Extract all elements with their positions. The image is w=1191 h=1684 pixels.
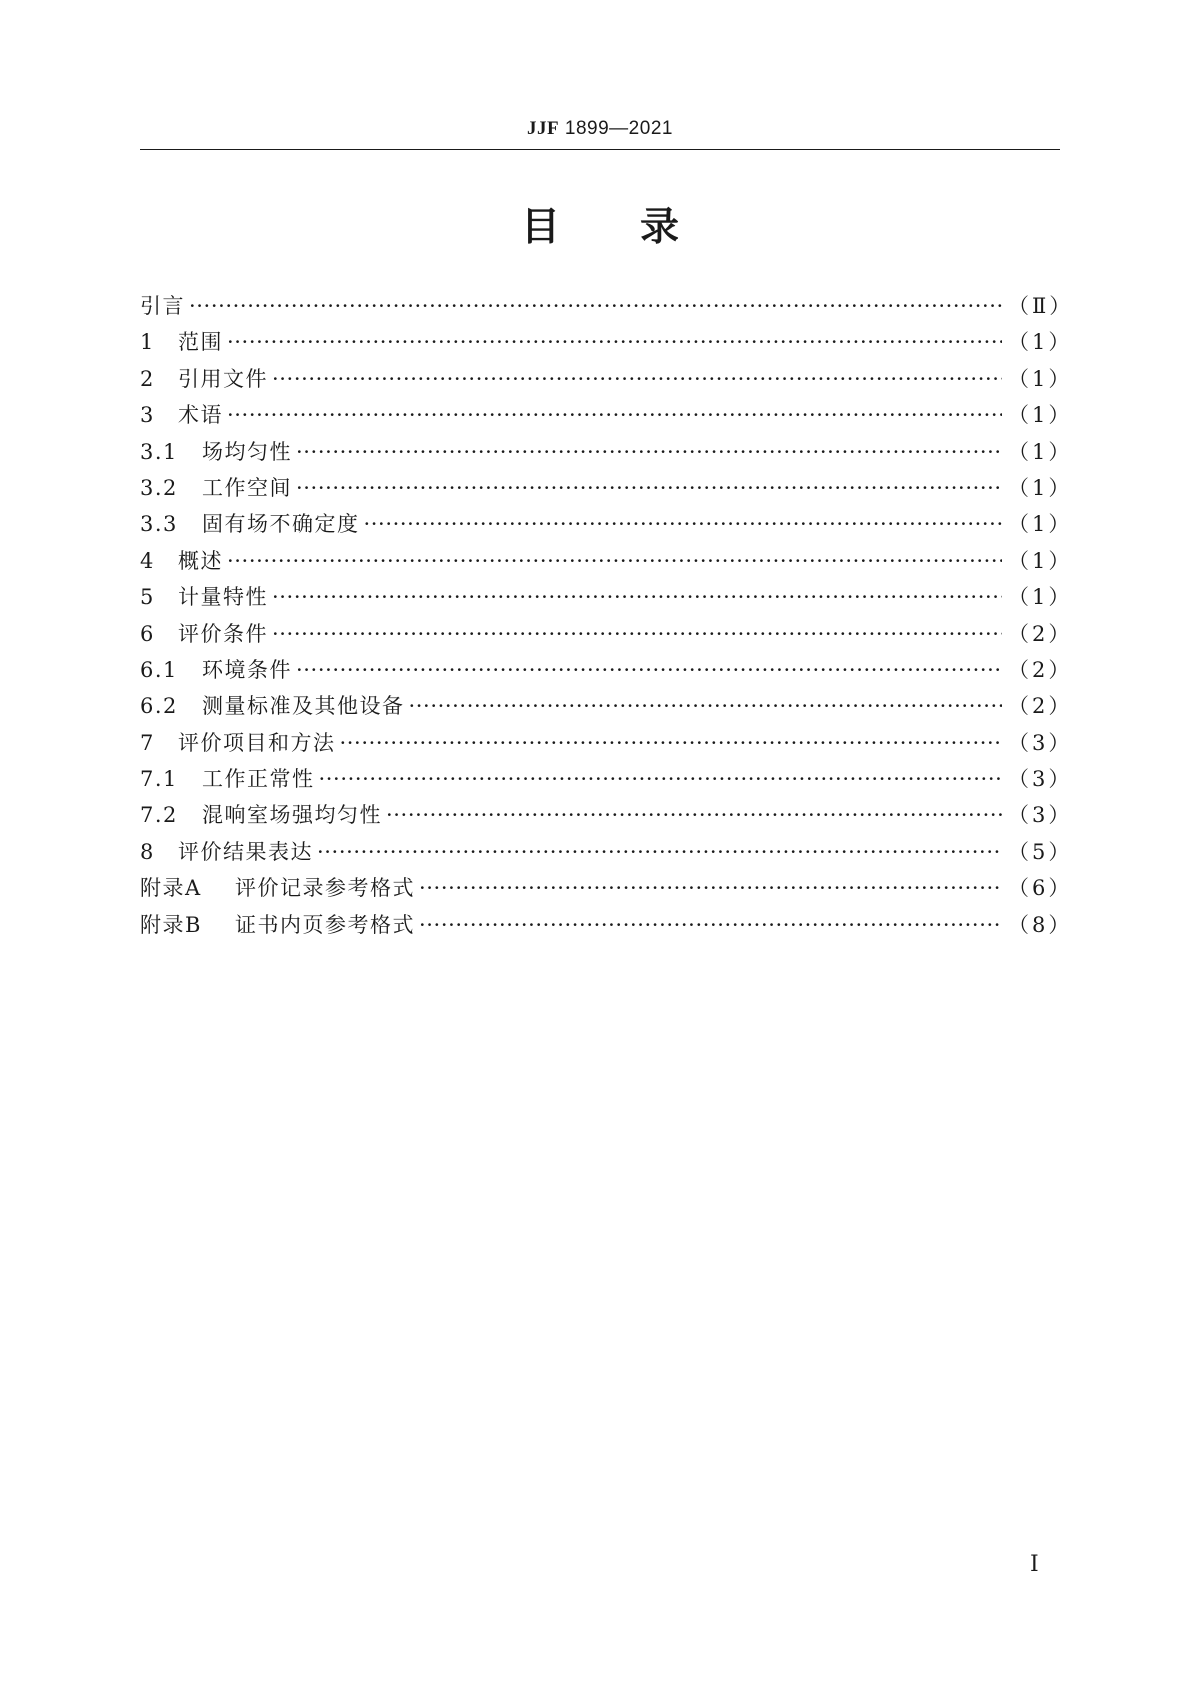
toc-entry[interactable] — [140, 363, 1073, 399]
toc-dot-leader — [319, 767, 1003, 791]
toc-dot-leader — [364, 512, 1003, 536]
toc-entry[interactable] — [140, 872, 1073, 908]
toc-entry-page: （1） — [1008, 512, 1073, 537]
toc-entry[interactable] — [140, 472, 1073, 508]
toc-dot-leader — [386, 803, 1002, 827]
toc-entry-label: 范围 — [178, 330, 223, 355]
toc-entry-number: 3.1 — [140, 439, 178, 464]
toc-entry[interactable] — [140, 436, 1073, 472]
toc-entry[interactable] — [140, 763, 1073, 799]
toc-entry[interactable] — [140, 618, 1073, 654]
toc-entry-number: 附录A — [140, 876, 202, 901]
toc-dot-leader — [409, 694, 1003, 718]
toc-dot-leader — [272, 622, 1002, 646]
toc-entry-label: 测量标准及其他设备 — [202, 694, 405, 719]
toc-entry-label: 引言 — [140, 294, 185, 318]
header-rule — [140, 149, 1060, 150]
toc-dot-leader — [419, 913, 1002, 937]
toc-dot-leader — [340, 731, 1003, 755]
standard-code-number: 1899—2021 — [559, 118, 673, 139]
toc-entry-page: （1） — [1008, 439, 1073, 464]
toc-entry[interactable] — [140, 799, 1073, 835]
toc-entry-label: 环境条件 — [202, 657, 292, 682]
toc-entry[interactable] — [140, 581, 1073, 617]
toc-entry-number: 1 — [140, 330, 155, 355]
standard-code-prefix: JJF — [527, 118, 560, 139]
toc-dot-leader — [296, 440, 1002, 464]
toc-entry-number: 7.2 — [140, 803, 178, 828]
toc-dot-leader — [272, 585, 1002, 609]
toc-entry-page: （1） — [1008, 366, 1073, 391]
toc-dot-leader — [296, 476, 1002, 500]
toc-dot-leader — [317, 840, 1002, 864]
toc-entry-label: 引用文件 — [178, 366, 268, 391]
toc-dot-leader — [227, 403, 1002, 427]
toc-entry-page: （2） — [1008, 694, 1073, 719]
page-number: I — [1030, 1552, 1039, 1577]
toc-dot-leader — [419, 876, 1002, 900]
toc-entry-number: 附录B — [140, 912, 202, 937]
toc-entry[interactable] — [140, 654, 1073, 690]
toc-entry-page: （1） — [1008, 548, 1073, 573]
table-of-contents — [140, 290, 1074, 945]
toc-entry-label: 场均匀性 — [202, 439, 292, 464]
toc-entry-number: 4 — [140, 548, 155, 573]
toc-entry-number: 3 — [140, 403, 155, 428]
toc-entry-label: 评价条件 — [178, 621, 268, 646]
toc-entry-label: 计量特性 — [178, 585, 268, 610]
toc-entry-number: 3.2 — [140, 475, 178, 500]
toc-dot-leader — [227, 549, 1002, 573]
toc-entry-page: （2） — [1008, 621, 1073, 646]
toc-entry-number: 6.2 — [140, 694, 178, 719]
toc-entry-number: 2 — [140, 366, 155, 391]
toc-entry[interactable] — [140, 690, 1073, 726]
toc-entry-label: 术语 — [178, 403, 223, 428]
toc-title: 目录 — [520, 205, 759, 250]
toc-entry-page: （3） — [1008, 767, 1073, 792]
toc-entry-number: 6.1 — [140, 657, 178, 682]
toc-entry[interactable] — [140, 326, 1073, 362]
toc-entry[interactable] — [140, 909, 1073, 945]
toc-entry-page: （2） — [1008, 657, 1073, 682]
toc-entry-label: 评价结果表达 — [178, 839, 313, 864]
toc-entry-page: （1） — [1008, 585, 1073, 610]
toc-dot-leader — [296, 658, 1002, 682]
toc-entry-page: （1） — [1008, 330, 1073, 355]
toc-entry-number: 6 — [140, 621, 155, 646]
toc-dot-leader — [272, 367, 1002, 391]
toc-entry[interactable] — [140, 836, 1073, 872]
toc-entry-page: （1） — [1008, 403, 1073, 428]
toc-entry-page: （3） — [1008, 730, 1073, 755]
toc-entry-label: 工作正常性 — [202, 767, 315, 792]
toc-entry-label: 概述 — [178, 548, 223, 573]
toc-entry-label: 固有场不确定度 — [202, 512, 360, 537]
toc-entry[interactable] — [140, 545, 1073, 581]
toc-entry[interactable] — [140, 727, 1073, 763]
toc-entry-page: （5） — [1008, 839, 1073, 864]
toc-entry-number: 8 — [140, 839, 155, 864]
toc-entry-label: 证书内页参考格式 — [235, 912, 415, 937]
toc-entry[interactable] — [140, 399, 1073, 435]
toc-entry[interactable] — [140, 290, 1074, 326]
toc-entry-number: 7 — [140, 730, 155, 755]
toc-entry-page: （3） — [1008, 803, 1073, 828]
toc-entry-number: 7.1 — [140, 767, 178, 792]
toc-dot-leader — [189, 294, 1002, 318]
toc-entry-label: 工作空间 — [202, 475, 292, 500]
toc-entry-page: （6） — [1008, 876, 1073, 901]
running-header — [140, 118, 1060, 140]
toc-entry-label: 评价项目和方法 — [178, 730, 336, 755]
toc-entry-label: 评价记录参考格式 — [235, 876, 415, 901]
toc-entry-page: （8） — [1008, 912, 1073, 937]
toc-entry-page: （1） — [1008, 475, 1073, 500]
toc-entry-number: 5 — [140, 585, 155, 610]
toc-entry-page: （Ⅱ） — [1008, 294, 1074, 318]
toc-entry-label: 混响室场强均匀性 — [202, 803, 382, 828]
toc-dot-leader — [227, 330, 1002, 354]
toc-entry-number: 3.3 — [140, 512, 178, 537]
toc-entry[interactable] — [140, 508, 1073, 544]
